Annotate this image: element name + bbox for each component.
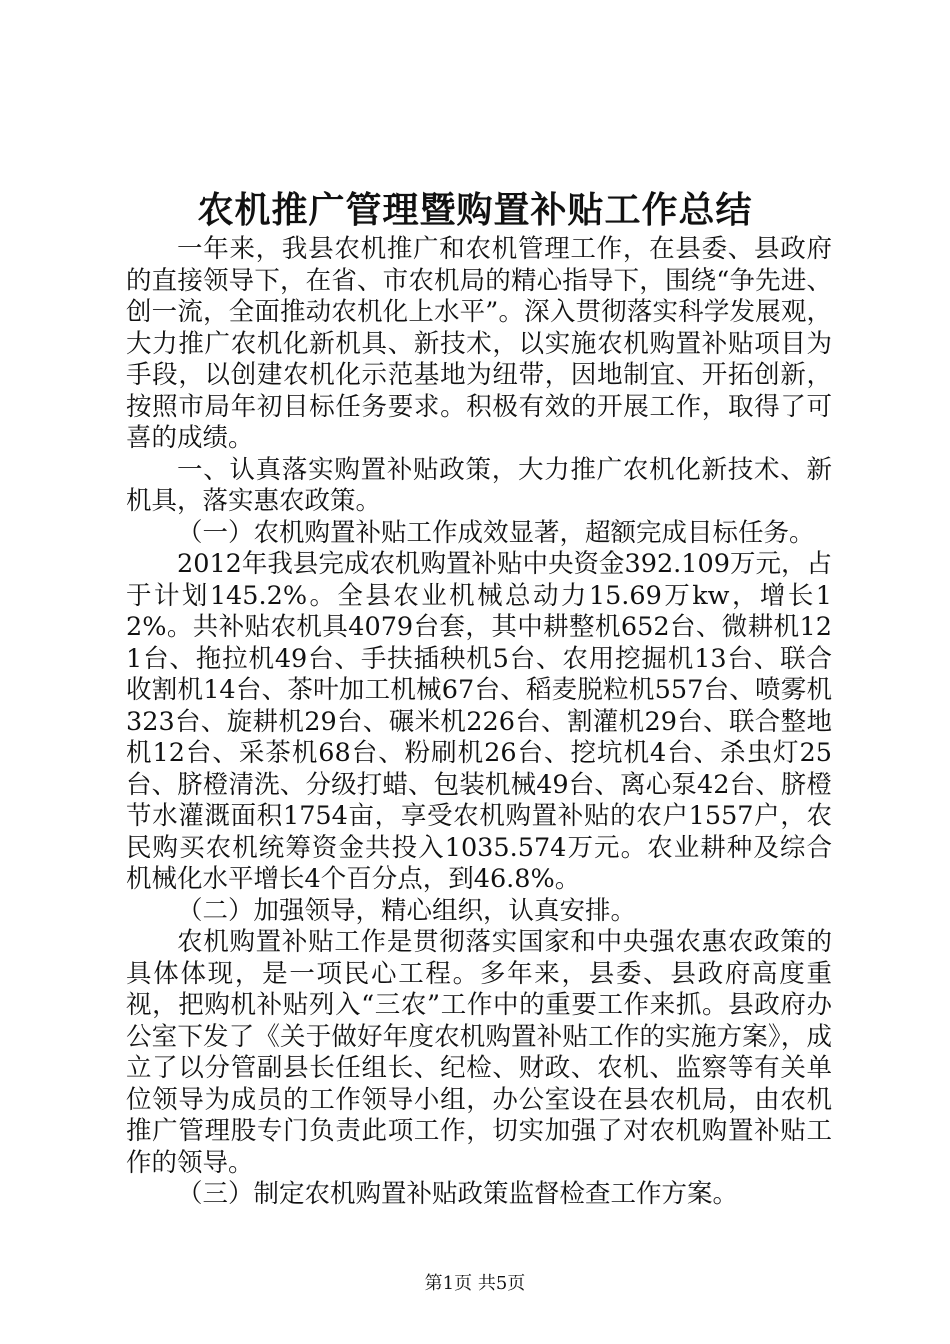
- subsection-heading-1: （一）农机购置补贴工作成效显著，超额完成目标任务。: [177, 517, 815, 548]
- paragraph-intro: 一年来，我县农机推广和农机管理工作，在县委、县政府的直接领导下，在省、市农机局的精心指导下，围绕“争先进、创一流，全面推动农机化上水平”。深入贯彻落实科学发展观，大力推广农机化新机具、新技术，以实施农机购置补贴项目为手段，以创建农机化示范基地为纽带，因地制宜、开拓创新，按照市局年初目标任务要求。积极有效的开展工作，取得了可喜的成绩。: [126, 234, 832, 453]
- paragraph-leadership: 农机购置补贴工作是贯彻落实国家和中央强农惠农政策的具体体现，是一项民心工程。多年来，县委、县政府高度重视，把购机补贴列入“三农”工作中的重要工作来抓。县政府办公室下发了《关于做好年度农机购置补贴工作的实施方案》，成立了以分管副县长任组长、纪检、财政、农机、监察等有关单位领导为成员的工作领导小组，办公室设在县农机局，由农机推广管理股专门负责此项工作，切实加强了对农机购置补贴工作的领导。: [126, 927, 832, 1178]
- document-title: 农机推广管理暨购置补贴工作总结: [197, 189, 753, 231]
- paragraph-subsidy-stats: 2012年我县完成农机购置补贴中央资金392.109万元，占于计划145.2%。全县农业机械总动力15.69万kw，增长12%。共补贴农机具4079台套，其中耕整机652台、微耕机121台、拖拉机49台、手扶插秧机5台、农用挖掘机13台、联合收割机14台、茶叶加工机械67台、稻麦脱粒机557台、喷雾机323台、旋耕机29台、碾米机226台、割灌机29台、联合整地机12台、采茶机68台、粉刷机26台、挖坑机4台、杀虫灯25台、脐橙清洗、分级打蜡、包装机械49台、离心泵42台、脐橙节水灌溉面积1754亩，享受农机购置补贴的农户1557户，农民购买农机统筹资金共投入1035.574万元。农业耕种及综合机械化水平增长4个百分点，到46.8%。: [126, 549, 832, 894]
- document-body: [126, 234, 832, 1211]
- subsection-heading-3: （三）制定农机购置补贴政策监督检查工作方案。: [177, 1179, 739, 1209]
- subsection-heading-2: （二）加强领导，精心组织，认真安排。: [177, 895, 637, 926]
- page-number-footer: 第1页 共5页: [424, 1273, 526, 1294]
- section-heading-1: 一、认真落实购置补贴政策，大力推广农机化新技术、新机具，落实惠农政策。: [126, 454, 832, 516]
